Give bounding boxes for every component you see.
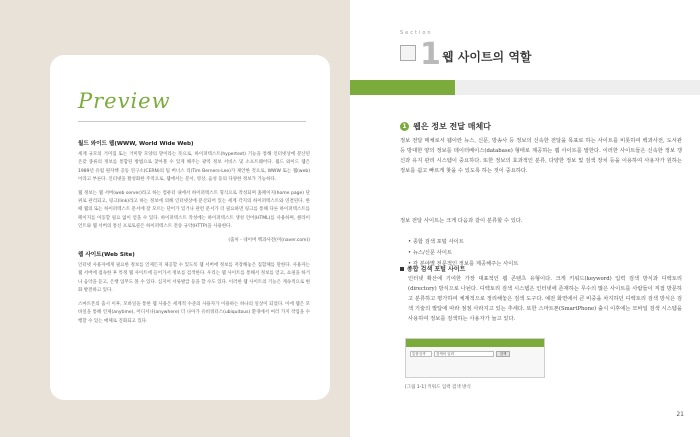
list-item: • 각 분야별 전문적인 정보를 제공해주는 사이트 <box>408 261 519 267</box>
figure-search-bar <box>405 338 545 378</box>
heading-2 <box>400 264 465 273</box>
paragraph-3: 인터넷 확산에 기여한 가장 대표적인 웹 콘텐츠 유형이다. 크게 키워드(keyword) 입력 검색 방식과 디렉토리(directory) 방식으로 나뉜다. 디렉토리 검색 시스템은 인터넷에 존재하는 무수의 많은 사이트를 사람들이 직접 방문하고 분류하고 평가하여 체계적으로 정리해놓은 검색 도구다. 예전 화면에서 큰 비중을 차지하던 디렉토리 검색 방식은 검색 기술의 발달에 따라 점점 사라지고 있는 추세다. 또한 스마트폰(SmartPhone) 출시 이후에는 모바일 검색 시스템을 사용하여 정보를 검색하는 사용자가 늘고 있다. <box>408 276 682 322</box>
section-title: 웹 사이트의 역할 <box>442 50 532 64</box>
search-type-select[interactable]: 통합검색 <box>410 351 432 357</box>
section-number: 1 <box>420 37 441 72</box>
list-item: • 종합 검색 포털 사이트 <box>408 239 464 245</box>
paragraph: 세계 규모의 거미집 또는 거미망 모양의 망이라는 뜻으로, 하이퍼텍스트(hypertext) 기능을 통해 인터넷상에 분산된 온갖 종류의 정보를 통합된 방법으로 찾아볼 수 있게 해주는 광역 정보 서비스 및 소프트웨어다. 월드 와이드 웹은 1989년 유럽 원자핵 공동 연구소(CERN)의 팀 버너스 리(Tim Berners-Lee)가 제안한 것으로, WWW 또는 웹(web)이라고 부른다. 인터넷을 활성화한 주역으로, 웹에서는 문서, 영상, 음성 등의 다양한 정보가 가능하다. <box>78 152 310 183</box>
number-circle-icon: 1 <box>400 122 409 131</box>
preview-title: Preview <box>78 89 171 113</box>
figure-search-row <box>410 351 510 357</box>
figure-caption: [그림 1-1] 키워드 입력 검색 방식 <box>405 385 471 390</box>
heading-1 <box>400 121 491 132</box>
heading-1-text: 웹은 정보 전달 매체다 <box>413 122 491 131</box>
heading-2-text: 종합 검색 포털 사이트 <box>407 266 466 273</box>
page-number: 21 <box>676 411 684 418</box>
search-input[interactable]: 검색어 입력 <box>434 351 494 357</box>
preview-content <box>78 139 310 331</box>
list-item: • 뉴스/신문 사이트 <box>408 250 453 256</box>
section-heading-website: 웹 사이트(Web Site) <box>78 252 135 259</box>
section-label: Section <box>400 30 433 36</box>
search-button[interactable]: 검색 <box>496 351 510 357</box>
paragraph: 스마트폰의 출시 이후, 모바일을 통한 웹 사용은 세계적 수준의 사용자가 이용하는 하나의 일상이 되었다. 이에 웹은 모바일을 통해 언제(anytime), 어디서나(anywhere) 더 나아가 유비쿼터스(ubiquitous) 환경에서 여러 가지 작업을 수행할 수 있는 매체로 진화되고 있다. <box>78 301 310 324</box>
paragraph: 인터넷 사용자에게 필요한 정보를 언제든지 제공할 수 있도록 웹 서버에 정보를 저장해놓은 집합체를 말한다. 사용자는 웹 서버에 접속한 후 특정 웹 사이트에 들어가서 정보를 검색한다. 우리는 웹 사이트를 통해서 정보를 얻고, 쇼핑을 하거나 음악을 듣고, 은행 업무도 볼 수 있다. 심지어 서류발급 등을 할 수도 있다. 이러한 웹 사이트의 기능은 계속적으로 변화 발전하고 있다. <box>78 263 310 294</box>
source-note: (출처 - 네이버 백과사전(미(naver.com)) <box>228 237 310 243</box>
section-square-icon <box>400 45 416 61</box>
paragraph-1: 정보 전달 매체로서 웹이란 뉴스, 신문, 방송사 등 정보의 신속한 전달을 목표로 하는 사이트를 비롯하여 백과사전, 도서관 등 방대한 양의 정보를 데이터베이스(database) 형태로 제공하는 웹 사이트를 말한다. 이러한 사이트들은 신속한 정보 갱신과 유지 관리 시스템이 중요하다. 또한 정보의 효과적인 분류, 다양한 정보 및 검색 장치 등을 이용하여 사용자가 원하는 정보를 쉽고 빠르게 찾을 수 있도록 하는 것이 중요하다. <box>400 138 682 174</box>
section-heading-www: 월드 와이드 웹(WWW, World Wide Web) <box>78 141 194 147</box>
paragraph-2: 정보 전달 사이트는 크게 다음과 같이 분류할 수 있다. <box>400 218 523 224</box>
preview-divider <box>78 121 306 122</box>
right-page <box>350 0 700 437</box>
square-bullet-icon <box>400 267 404 271</box>
figure-header-bar <box>406 339 544 347</box>
preview-card <box>50 55 330 400</box>
paragraph: 웹 정보는 웹 서버(web server)라고 하는 컴퓨터 내에서 하이퍼텍스트 형식으로 작성되며 홈페이지(home page) 단위로 관리되고, 링크(link)라고 하는 정보에 의해 인터넷상에 분산되어 있는 세계 각지의 하이퍼텍스트와 연결된다. 한때 웹의 또는 하이퍼텍스트 문서에 잘 모르는 단어가 있거나 관련 문서가 더 필요하면 링크를 통해 다른 하이퍼텍스트를 페이지를 이동할 필요 없이 얻을 수 있다. 하이퍼텍스트 작성에는 하이퍼텍스트 생성 언어(HTML)를 사용하며, 클라이언트와 웹 서버의 통신 프로토콜은 하이퍼텍스트 전송 규약(HTTP)을 사용한다. <box>78 190 310 230</box>
header-bar-accent <box>350 80 455 95</box>
